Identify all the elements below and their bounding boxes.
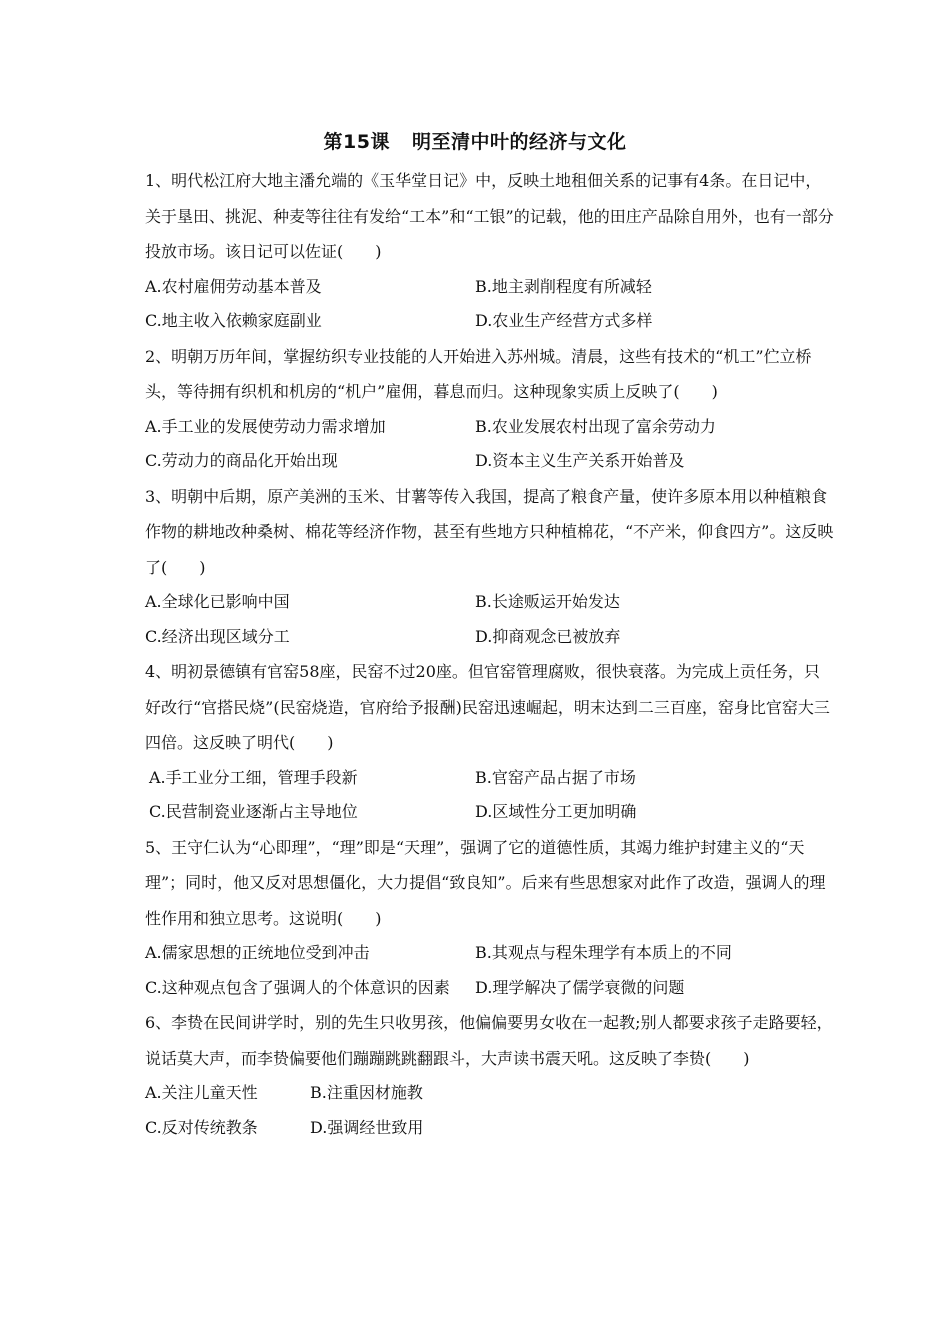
option-d: D.抑商观念已被放弃 — [475, 626, 621, 646]
question-text: 6、李贽在民间讲学时，别的先生只收男孩，他偏偏要男女收在一起教;别人都要求孩子走路要轻，说话莫大声，而李贽偏要他们蹦蹦跳跳翻跟斗，大声读书震天吼。这反映了李贽( ) — [145, 1013, 833, 1068]
option-c: C.民营制瓷业逐渐占主导地位 — [149, 802, 358, 821]
option-b: B.官窑产品占据了市场 — [475, 767, 636, 787]
question-5 — [145, 830, 835, 1006]
option-a: A.关注儿童天性 — [145, 1083, 258, 1102]
option-b: B.注重因材施教 — [310, 1083, 423, 1102]
option-d: D.强调经世致用 — [310, 1117, 424, 1137]
option-a: A.手工业的发展使劳动力需求增加 — [145, 416, 386, 436]
question-6 — [145, 1005, 835, 1145]
question-3 — [145, 479, 835, 655]
option-a: A.手工业分工细，管理手段新 — [149, 767, 358, 787]
question-1 — [145, 163, 835, 339]
question-text: 3、明朝中后期，原产美洲的玉米、甘薯等传入我国，提高了粮食产量，使许多原本用以种植粮食作物的耕地改种桑树、棉花等经济作物，甚至有些地方只种植棉花，“不产米，仰食四方”。这反映了( ) — [145, 486, 834, 577]
question-text: 1、明代松江府大地主潘允端的《玉华堂日记》中，反映土地租佃关系的记事有4条。在日记中，关于垦田、挑泥、种麦等往往有发给“工本”和“工银”的记载，他的田庄产品除自用外，也有一部分投放市场。该日记可以佐证( ) — [145, 171, 834, 261]
option-c: C.反对传统教条 — [145, 1117, 258, 1137]
option-a: A.儒家思想的正统地位受到冲击 — [145, 943, 370, 962]
question-4 — [145, 654, 835, 830]
option-c: C.经济出现区域分工 — [145, 626, 290, 646]
option-c: C.劳动力的商品化开始出现 — [145, 451, 338, 470]
option-d: D.理学解决了儒学衰微的问题 — [475, 977, 685, 997]
lesson-name: 明至清中叶的经济与文化 — [411, 131, 627, 153]
option-d: D.区域性分工更加明确 — [475, 802, 637, 821]
question-list — [145, 163, 835, 1145]
question-2 — [145, 339, 835, 479]
page-title — [0, 127, 950, 154]
option-b: B.其观点与程朱理学有本质上的不同 — [475, 943, 732, 962]
option-c: C.地主收入依赖家庭副业 — [145, 311, 322, 330]
lesson-number: 第15课 — [323, 131, 390, 153]
option-b: B.农业发展农村出现了富余劳动力 — [475, 416, 716, 436]
option-d: D.农业生产经营方式多样 — [475, 311, 653, 330]
option-a: A.农村雇佣劳动基本普及 — [145, 276, 322, 296]
option-b: B.地主剥削程度有所减轻 — [475, 276, 652, 296]
question-text: 2、明朝万历年间，掌握纺织专业技能的人开始进入苏州城。清晨，这些有技术的“机工”伫立桥头，等待拥有织机和机房的“机户”雇佣，暮息而归。这种现象实质上反映了( ) — [145, 346, 812, 401]
question-text: 4、明初景德镇有官窑58座，民窑不过20座。但官窑管理腐败，很快衰落。为完成上贡任务，只好改行“官搭民烧”(民窑烧造，官府给予报酬)民窑迅速崛起，明末达到二三百座，窑身比官窑大三四倍。这反映了明代( ) — [145, 662, 830, 752]
option-a: A.全球化已影响中国 — [145, 592, 290, 611]
option-c: C.这种观点包含了强调人的个体意识的因素 — [145, 977, 450, 997]
option-d: D.资本主义生产关系开始普及 — [475, 451, 685, 470]
question-text: 5、王守仁认为“心即理”，“理”即是“天理”，强调了它的道德性质，其竭力维护封建主义的“天理”；同时，他又反对思想僵化，大力提倡“致良知”。后来有些思想家对此作了改造，强调人的理性作用和独立思考。这说明( ) — [145, 837, 826, 928]
option-b: B.长途贩运开始发达 — [475, 592, 620, 611]
